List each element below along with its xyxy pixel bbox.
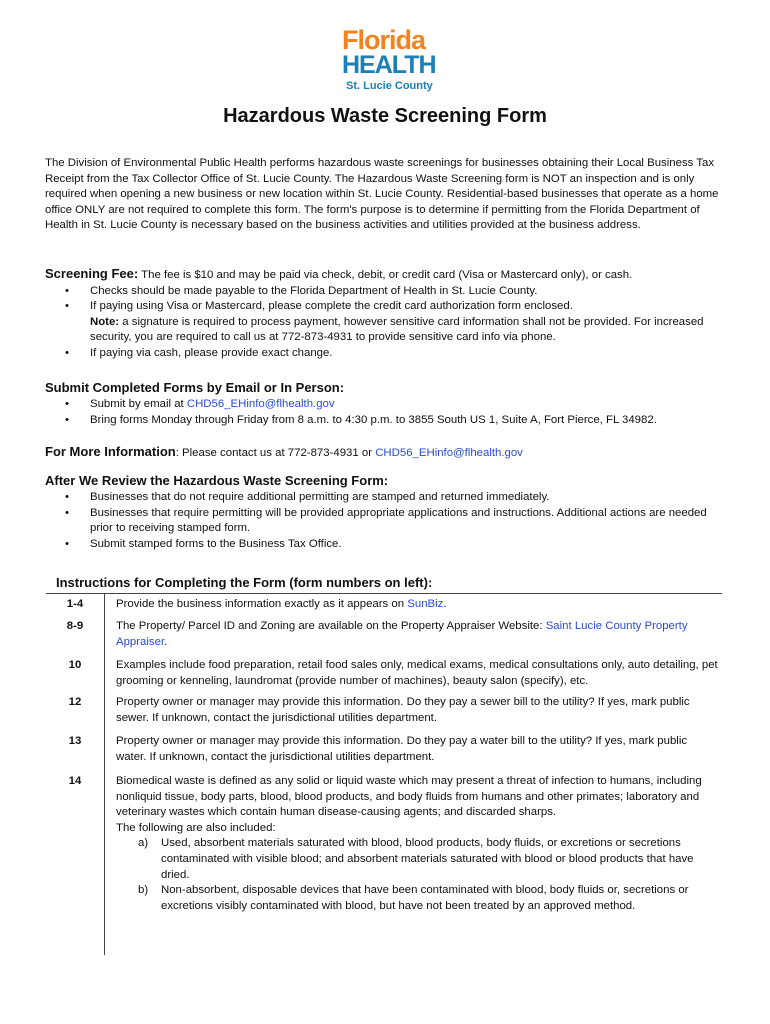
biomedical-definition: Biomedical waste is defined as any solid or liquid waste which may present a threat of infection to humans, including nonliquid tissue, body parts, blood, blood products, and body fluids from humans and other primates; laboratory and veterinary wastes which contain human disease-causing agents; and discarded sharps. — [116, 775, 702, 819]
fee-text: The fee is $10 and may be paid via check, debit, or credit card (Visa or Mastercard only), or cash. — [138, 269, 633, 281]
after-bullet-2: • Businesses that require permitting will be provided appropriate applications and instructions. Additional actions are needed prior to receiving stamped form. — [45, 506, 725, 537]
submit-bullet-email — [45, 397, 725, 413]
fee-note-label: Note: — [90, 315, 120, 328]
more-info-text: : Please contact us at 772-873-4931 or — [175, 447, 376, 459]
sub-item-marker: b) — [138, 884, 149, 897]
fee-bullet-card — [45, 299, 725, 346]
sunbiz-link[interactable]: SunBiz — [407, 598, 444, 610]
page-title: Hazardous Waste Screening Form — [223, 105, 547, 127]
instruction-text: Property owner or manager may provide this information. Do they pay a sewer bill to the utility? If yes, mark public sewer. If unknown, contact the jurisdictional utilities department. — [116, 696, 690, 724]
instruction-text: Examples include food preparation, retail food sales only, medical exams, medical consultations only, auto detailing, pet grooming or kenneling, laundromat (provide number of machines), beauty salon (specify), etc. — [116, 659, 718, 687]
fee-card-text: If paying using Visa or Mastercard, please complete the credit card authorization form enclosed. — [90, 300, 573, 313]
logo-health: HEALTH — [342, 51, 436, 79]
instruction-text-suffix: . — [443, 598, 447, 610]
instruction-text: Property owner or manager may provide this information. Do they pay a water bill to the utility? If yes, mark public water. If unknown, contact the jurisdictional utilities department. — [116, 735, 688, 763]
fee-bullet-cash: • If paying via cash, please provide exact change. — [45, 346, 725, 362]
instruction-text — [116, 774, 720, 914]
instruction-text-suffix: . — [164, 635, 168, 648]
intro-paragraph: The Division of Environmental Public Health performs hazardous waste screenings for businesses obtaining their Local Business Tax Receipt from the Tax Collector Office of St. Lucie County. The Hazardous Waste Screening form is NOT an inspection and is only required when opening a new business or new location within St. Lucie County. Residential-based businesses that operate as a home office ONLY are not required to complete this form. The form's purpose is to determine if permitting from the Florida Department of Health in St. Lucie County is necessary based on the business activities and utilities provided at the business address. — [45, 157, 719, 232]
instruction-text — [116, 597, 720, 613]
submit-bullet-in-person: • Bring forms Monday through Friday from 8 a.m. to 4:30 p.m. to 3855 South US 1, Suite A, Fort Pierce, FL 34982. — [45, 413, 725, 429]
fee-bullet-checks: • Checks should be made payable to the Florida Department of Health in St. Lucie County. — [45, 284, 725, 300]
instructions-heading: Instructions for Completing the Form (form numbers on left): — [56, 575, 433, 590]
after-review-heading: After We Review the Hazardous Waste Screening Form: — [45, 473, 389, 488]
sub-item-text: Non-absorbent, disposable devices that have been contaminated with blood, body fluids or, secretions or excretions visibly contaminated with blood, but have not been treated by an approved method. — [161, 884, 689, 912]
instruction-number: 1-4 — [66, 598, 84, 610]
more-info-email-link[interactable]: CHD56_EHinfo@flhealth.gov — [375, 447, 523, 459]
logo-county: St. Lucie County — [346, 80, 433, 92]
submit-email-prefix: Submit by email at — [90, 398, 187, 410]
sub-item-marker: a) — [138, 837, 149, 850]
instructions-column-divider — [104, 593, 105, 955]
instructions-top-divider — [46, 593, 722, 594]
instruction-number: 12 — [68, 696, 82, 708]
submit-section — [45, 379, 725, 428]
fee-note-text: a signature is required to process payment, however sensitive card information shall not be provided. For increased security, you are required to call us at 772-873-4931 to provide sensitive card info via phone. — [90, 315, 704, 344]
logo-florida: Florida — [342, 25, 426, 55]
also-included-label: The following are also included: — [116, 821, 276, 834]
after-review-section — [45, 472, 725, 552]
instruction-number: 10 — [68, 659, 82, 671]
submit-heading: Submit Completed Forms by Email or In Person: — [45, 380, 345, 395]
submit-email-link[interactable]: CHD56_EHinfo@flhealth.gov — [186, 398, 335, 410]
more-info-section — [45, 444, 725, 462]
instruction-text-body: Provide the business information exactly as it appears on — [116, 598, 408, 610]
instruction-number: 14 — [68, 775, 82, 787]
instruction-number: 13 — [68, 735, 82, 747]
instruction-text-body: The Property/ Parcel ID and Zoning are available on the Property Appraiser Website: — [116, 620, 546, 632]
fee-heading: Screening Fee: — [45, 266, 139, 281]
sub-item-b — [116, 883, 720, 914]
sub-item-text: Used, absorbent materials saturated with blood, blood products, body fluids, or excretions or secretions contaminated with visible blood; and absorbent materials saturated with blood or blood products that have dried. — [161, 837, 694, 881]
after-bullet-1: • Businesses that do not require additional permitting are stamped and returned immediately. — [45, 490, 725, 506]
more-info-heading: For More Information — [45, 444, 176, 459]
property-appraiser-link[interactable]: Saint Lucie County Property Appraiser — [116, 620, 688, 648]
screening-fee-section — [45, 266, 725, 362]
florida-health-logo — [336, 26, 446, 96]
instruction-number: 8-9 — [66, 620, 84, 632]
after-bullet-3: • Submit stamped forms to the Business Tax Office. — [45, 537, 725, 553]
sub-item-a — [116, 836, 720, 883]
instruction-text — [116, 619, 720, 650]
